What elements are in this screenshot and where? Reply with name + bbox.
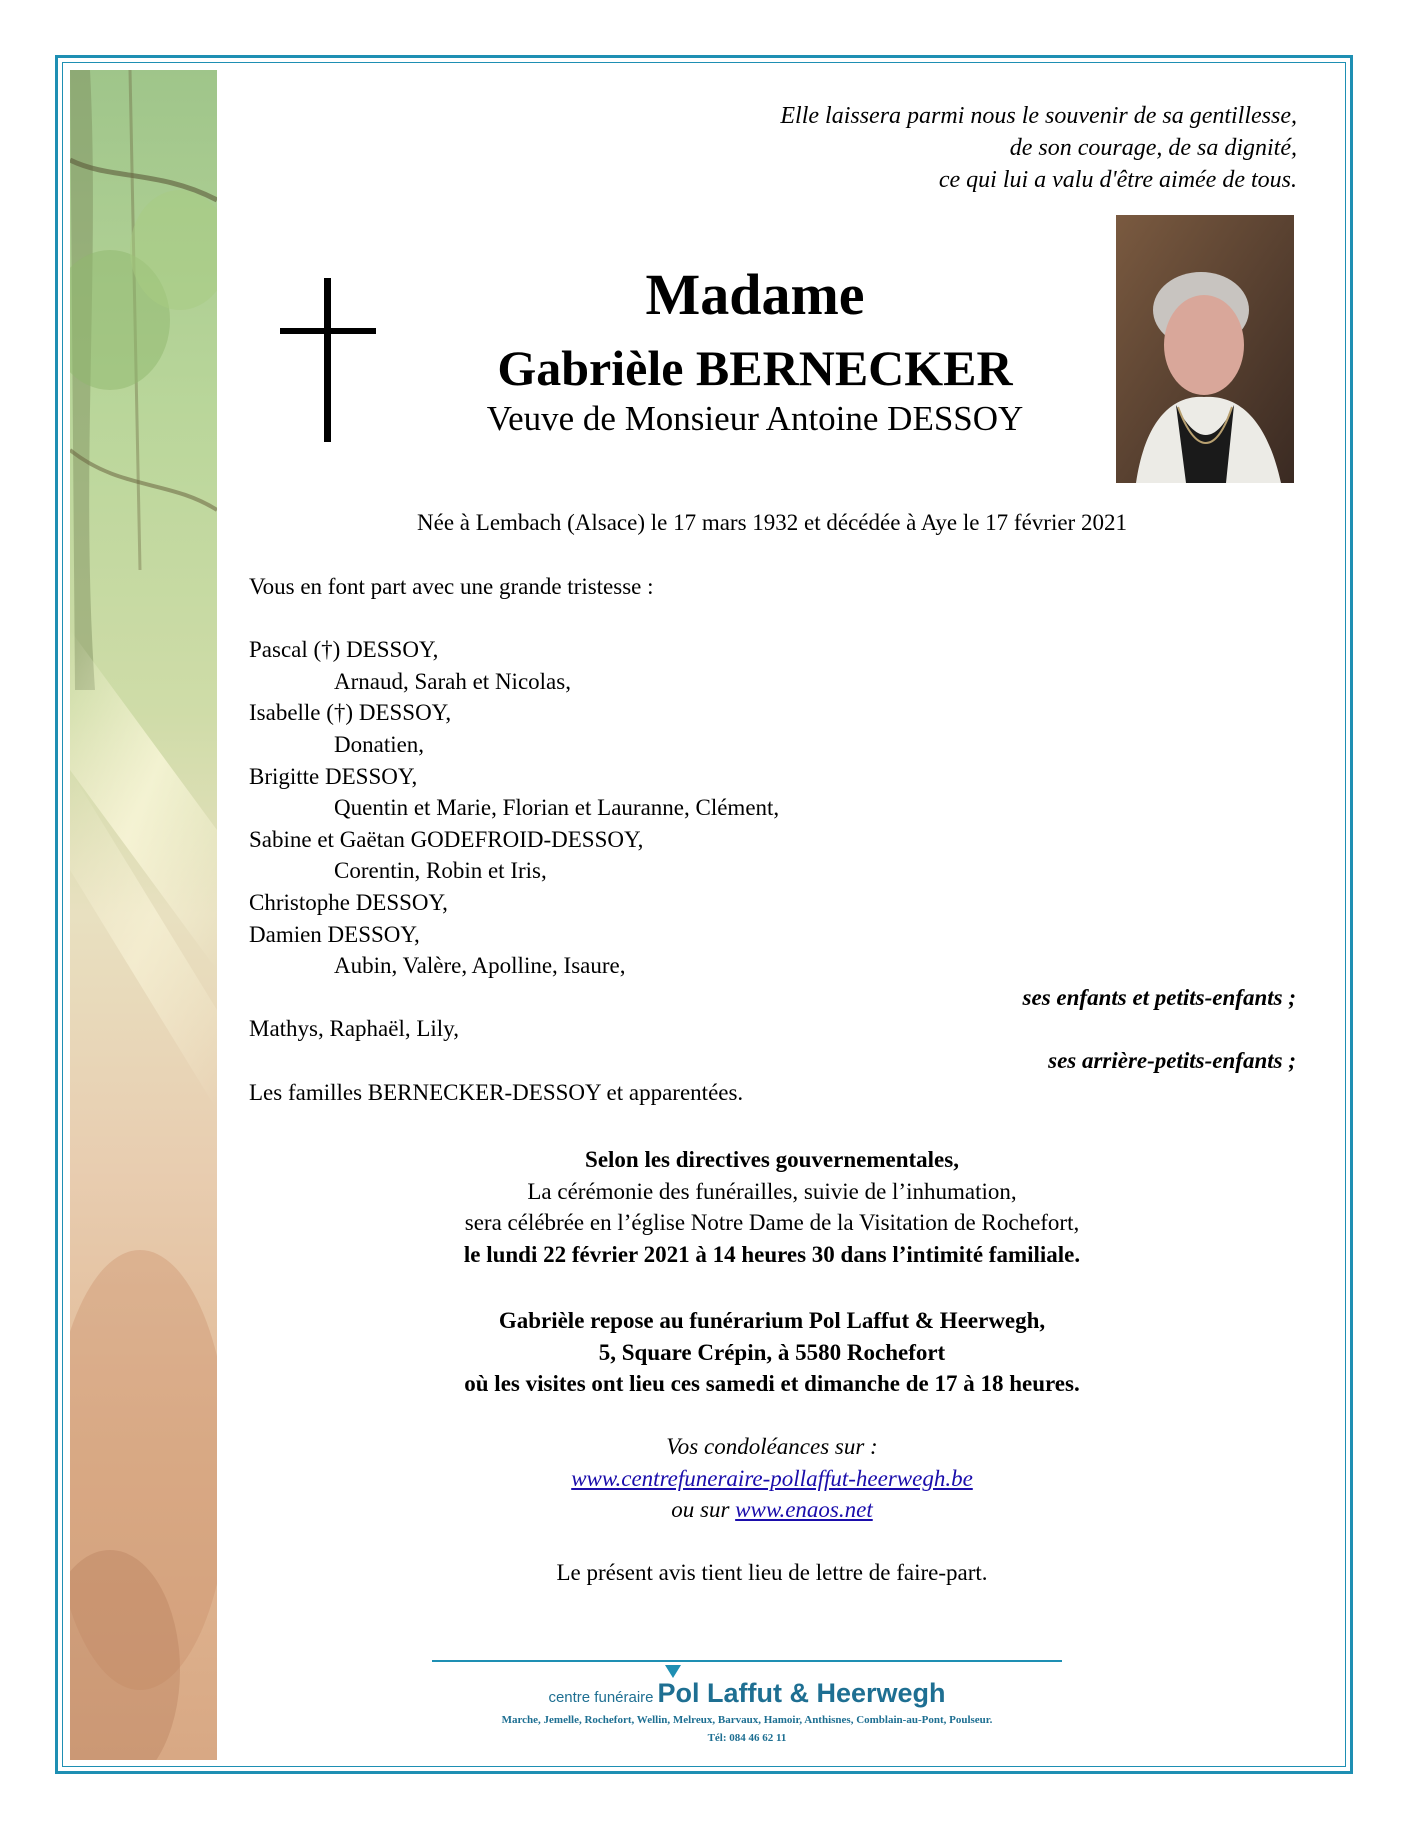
relatives-line: Les familles BERNECKER-DESSOY et apparentées. — [249, 1079, 744, 1105]
portrait-photo — [1116, 215, 1294, 483]
family-member: Aubin, Valère, Apolline, Isaure, — [334, 953, 626, 979]
footer-places: Marche, Jemelle, Rochefort, Wellin, Melreux, Barvaux, Hamoir, Anthisnes, Comblain-au-Pont, Poulseur. — [501, 1714, 993, 1726]
visitation-block — [250, 1305, 1294, 1400]
widow-line: Veuve de Monsieur Antoine DESSOY — [486, 399, 1024, 438]
epigraph-quote — [780, 100, 1297, 196]
great-grandchildren: Mathys, Raphaël, Lily, — [249, 1016, 459, 1042]
quote-line: Elle laissera parmi nous le souvenir de sa gentillesse, — [780, 103, 1297, 129]
footer-brand-name: Pol Laffut & Heerwegh — [657, 1678, 946, 1708]
honorific-title: Madame — [645, 262, 865, 327]
condolences-label: Vos condoléances sur : — [666, 1434, 878, 1459]
family-member: Corentin, Robin et Iris, — [334, 858, 547, 884]
family-member: Damien DESSOY, — [249, 921, 420, 947]
quote-line: de son courage, de sa dignité, — [1009, 135, 1297, 161]
family-caption: ses enfants et petits-enfants ; — [1022, 984, 1296, 1010]
family-member: Pascal (†) DESSOY, — [249, 637, 439, 663]
visitation-line: Gabrièle repose au funérarium Pol Laffut & Heerwegh, — [498, 1308, 1046, 1333]
ceremony-line: La cérémonie des funérailles, suivie de l’inhumation, — [527, 1178, 1017, 1204]
spacer — [249, 603, 1296, 635]
ceremony-heading: Selon les directives gouvernementales, — [585, 1147, 959, 1172]
family-member: Brigitte DESSOY, — [249, 763, 418, 789]
visitation-hours: où les visites ont lieu ces samedi et dimanche de 17 à 18 heures. — [464, 1371, 1080, 1397]
footer-phone: Tél: 084 46 62 11 — [707, 1732, 787, 1744]
intro-line: Vous en font part avec une grande tristesse : — [249, 574, 654, 599]
ceremony-line: sera célébrée en l’église Notre Dame de la Visitation de Rochefort, — [464, 1210, 1080, 1236]
ceremony-date: le lundi 22 février 2021 à 14 heures 30 dans l’intimité familiale. — [463, 1241, 1081, 1267]
condolences-or: ou sur — [671, 1497, 736, 1523]
quote-line: ce qui lui a valu d'être aimée de tous. — [938, 167, 1297, 193]
great-grandchildren-caption: ses arrière-petits-enfants ; — [1048, 1047, 1296, 1073]
condolences-block — [250, 1431, 1294, 1526]
ceremony-block — [250, 1144, 1294, 1270]
condolences-link-secondary[interactable]: www.enaos.net — [735, 1497, 873, 1523]
footer-small-label: centre funéraire — [548, 1689, 654, 1706]
footer-logo — [432, 1678, 1062, 1709]
family-member: Quentin et Marie, Florian et Lauranne, Clément, — [334, 795, 780, 821]
deceased-name: Gabrièle BERNECKER — [497, 340, 1013, 396]
family-announcement — [249, 571, 1296, 1108]
family-member: Arnaud, Sarah et Nicolas, — [334, 668, 571, 694]
birth-death-line: Née à Lembach (Alsace) le 17 mars 1932 et décédée à Aye le 17 février 2021 — [417, 510, 1127, 535]
footer-rule — [432, 1660, 1062, 1662]
family-member: Christophe DESSOY, — [249, 889, 448, 915]
family-member: Isabelle (†) DESSOY, — [249, 700, 452, 726]
family-member: Donatien, — [334, 731, 425, 757]
forest-path-image — [70, 70, 217, 1760]
footer-triangle-icon — [665, 1665, 681, 1678]
visitation-address: 5, Square Crépin, à 5580 Rochefort — [598, 1339, 946, 1365]
closing-line: Le présent avis tient lieu de lettre de faire-part. — [556, 1560, 988, 1585]
family-member: Sabine et Gaëtan GODEFROID-DESSOY, — [249, 826, 644, 852]
cross-icon — [280, 278, 376, 442]
condolences-link-primary[interactable]: www.centrefuneraire-pollaffut-heerwegh.be — [571, 1465, 973, 1491]
